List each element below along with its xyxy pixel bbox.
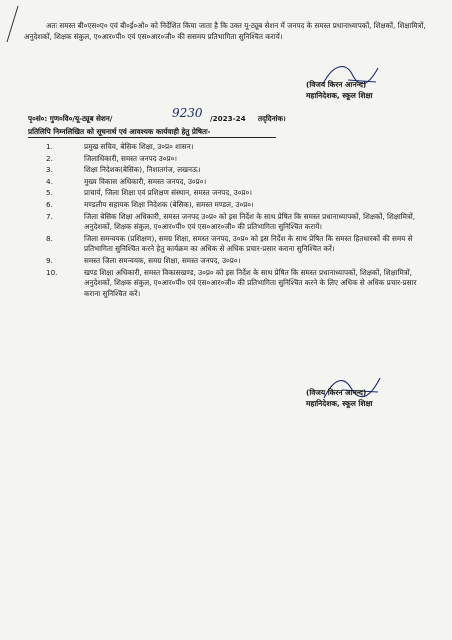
- letter-reference-year: /2023-24: [210, 114, 246, 123]
- recipient-item: [46, 177, 418, 188]
- recipient-text: मण्डलीय सहायक शिक्षा निदेशक (बेसिक), समस्त मण्डल, उ०प्र०।: [84, 199, 254, 209]
- recipient-item: [46, 154, 418, 165]
- signature-bottom-designation: महानिदेशक, स्कूल शिक्षा: [306, 399, 373, 408]
- recipient-number: 4.: [46, 176, 53, 186]
- recipient-text: जिलाधिकारी, समस्त जनपद उ०प्र०।: [84, 153, 178, 163]
- recipient-item: [46, 165, 418, 176]
- recipient-text: मुख्य विकास अधिकारी, समस्त जनपद, उ०प्र०।: [84, 176, 207, 186]
- recipient-item: [46, 268, 418, 300]
- letter-reference-prefix: पृ०सं०: गुण०वि०/यू-ट्यूब सेशन/: [28, 114, 113, 123]
- copy-heading-underline: [28, 137, 276, 138]
- recipient-text: जिला बेसिक शिक्षा अधिकारी, समस्त जनपद उ०प्र० को इस निर्देश के साथ प्रेषित कि समस्त प्रधानाध्यापकों, शिक्षकों, शिक्षामित्रों, अनुदेशकों, शिक्षक संकुल, ए०आर०पी० एवं एस०आर०जी० की प्रतिभागिता सुनिश्चित करायें।: [84, 211, 415, 232]
- scan-mark: [6, 4, 20, 44]
- recipient-item: [46, 188, 418, 199]
- signature-top-designation: महानिदेशक, स्कूल शिक्षा: [306, 91, 373, 100]
- recipient-item: [46, 234, 418, 255]
- recipient-number: 6.: [46, 199, 53, 209]
- recipient-item: [46, 256, 418, 267]
- recipient-number: 7.: [46, 211, 53, 221]
- recipient-list: [46, 142, 418, 300]
- letter-reference-date: तद्‌दिनांक।: [258, 114, 286, 123]
- recipient-number: 5.: [46, 188, 53, 198]
- recipient-number: 8.: [46, 233, 53, 243]
- recipient-text: प्राचार्य, जिला शिक्षा एवं प्रशिक्षण संस्थान, समस्त जनपद, उ०प्र०।: [84, 188, 252, 198]
- recipient-number: 2.: [46, 153, 53, 163]
- recipient-text: समस्त जिला समन्वयक, समग्र शिक्षा, समस्त जनपद, उ०प्र०।: [84, 255, 241, 265]
- recipient-number: 1.: [46, 142, 53, 151]
- recipient-number: 9.: [46, 255, 53, 265]
- recipient-item: [46, 142, 418, 153]
- recipient-text: जिला समन्वयक (प्रशिक्षण), समग्र शिक्षा, समस्त जनपद, उ०प्र० को इस निर्देश के साथ प्रेषित कि समस्त हितधारकों की समय से प्रतिभागिता सुनिश्चित करने हेतु कार्यक्रम का अधिक से अधिक प्रचार-प्रसार कराना सुनिश्चित करें।: [84, 233, 413, 254]
- signature-top-name: (विजय किरन आनन्द): [306, 80, 367, 89]
- recipient-text: प्रमुख सचिव, बेसिक शिक्षा, उ०प्र० शासन।: [84, 142, 194, 151]
- recipient-number: 10.: [46, 267, 58, 277]
- intro-paragraph: अतः समस्त बी०एस०ए० एवं बी०ई०ओ० को निर्देशित किया जाता है कि उक्त यू-ट्यूब सेशन में जनपद के समस्त प्रधानाध्यापकों, शिक्षकों, शिक्षामित्रों, अनुदेशकों, शिक्षक संकुल, ए०आर०पी० एवं एस०आर०जी० की ससमय प्रतिभागिता सुनिश्चित करायें।: [24, 21, 426, 41]
- recipient-number: 3.: [46, 165, 53, 175]
- letter-reference-number: 9230: [172, 106, 203, 120]
- recipient-item: [46, 200, 418, 211]
- recipient-text: खण्ड शिक्षा अधिकारी, समस्त विकासखण्ड, उ०प्र० को इस निर्देश के साथ प्रेषित कि समस्त प्रधानाध्यापकों, शिक्षकों, शिक्षामित्रों, अनुदेशकों, शिक्षक संकुल, ए०आर०पी० एवं एस०आर०जी० की प्रतिभागिता सुनिश्चित करने के लिए अधिक से अधिक प्रचार-प्रसार कराना सुनिश्चित करें।: [84, 267, 417, 298]
- recipient-item: [46, 212, 418, 233]
- copy-heading: प्रतिलिपि निम्नलिखित को सूचनार्थ एवं आवश्यक कार्यवाही हेतु प्रेषितः-: [28, 127, 211, 136]
- recipient-text: शिक्षा निदेशक(बेसिक), निशातगंज, लखनऊ।: [84, 165, 201, 175]
- signature-bottom-name: (विजय किरन आनन्द): [306, 388, 367, 397]
